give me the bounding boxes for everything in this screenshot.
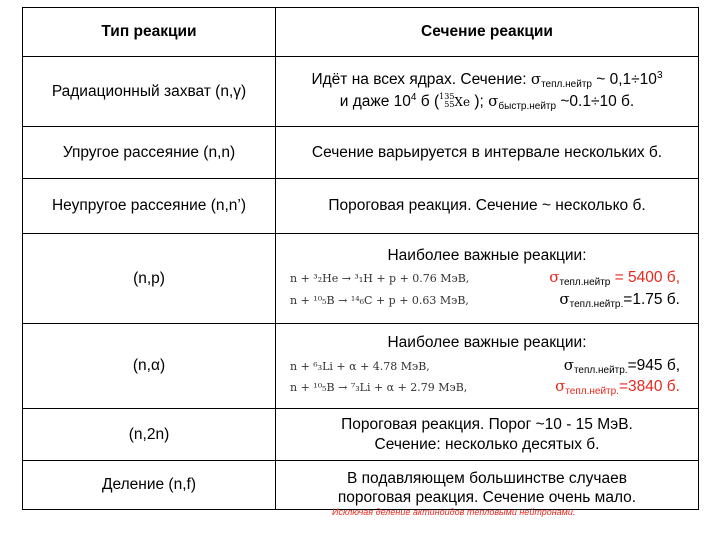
cross-section-elastic: Сечение варьируется в интервале нескольких б. (276, 127, 699, 179)
cross-section-fission: В подавляющем большинстве случаев пороговая реакция. Сечение очень мало. (276, 461, 699, 510)
cross-section-n2n: Пороговая реакция. Порог ~10 - 15 МэВ. Сечение: несколько десятых б. (276, 409, 699, 461)
reaction-type-elastic: Упругое рассеяние (n,n) (23, 127, 276, 179)
cross-section-inelastic: Пороговая реакция. Сечение ~ несколько б. (276, 179, 699, 234)
cross-section-np: Наиболее важные реакции: n + ³₂He → ³₁H + p + 0.76 МэВ, $\sigma_{тепл.нейтр} = 5400$ б, n + ¹⁰₅B → ¹⁴₆C + p + 0.63 МэВ, $\sigma_{тепл.нейтр.}=1.75$ б. (276, 234, 699, 324)
reaction-type-inelastic: Неупругое рассеяние (n,n’) (23, 179, 276, 234)
table-row (23, 127, 699, 179)
cross-section-nalpha: Наиболее важные реакции: n + ⁶₃Li + α + 4.78 МэВ, $\sigma_{тепл.нейтр.}=945$ б, n + ¹⁰₅B → ⁷₃Li + α + 2.79 МэВ, $\sigma_{тепл.нейтр.}=3840$ б. (276, 324, 699, 409)
cross-section-capture: Идёт на всех ядрах. Сечение: $\sigma_{тепл.нейтр}$ ~ $0,1\div 10^3$ и даже $10^4$ б (135 55Xe ); $\sigma_{быстр.нейтр}$ ~0.1÷10 б. (276, 57, 699, 127)
xe-nuclide: 135 55 (439, 92, 455, 110)
header-row (23, 8, 699, 57)
footnote: Исключая деление актиноидов тепловыми нейтронами. (332, 507, 576, 517)
table-row (23, 57, 699, 127)
reactions-table (22, 7, 699, 510)
reaction-type-np: (n,p) (23, 234, 276, 324)
header-reaction-type: Тип реакции (23, 8, 276, 57)
header-cross-section: Сечение реакции (276, 8, 699, 57)
reaction-type-fission: Деление (n,f) (23, 461, 276, 510)
table-row (23, 409, 699, 461)
table-row (23, 179, 699, 234)
table-row (23, 234, 699, 324)
reaction-type-n2n: (n,2n) (23, 409, 276, 461)
table-row (23, 461, 699, 510)
reaction-type-capture: Радиационный захват (n,γ) (23, 57, 276, 127)
reaction-type-nalpha: (n,α) (23, 324, 276, 409)
table-row (23, 324, 699, 409)
